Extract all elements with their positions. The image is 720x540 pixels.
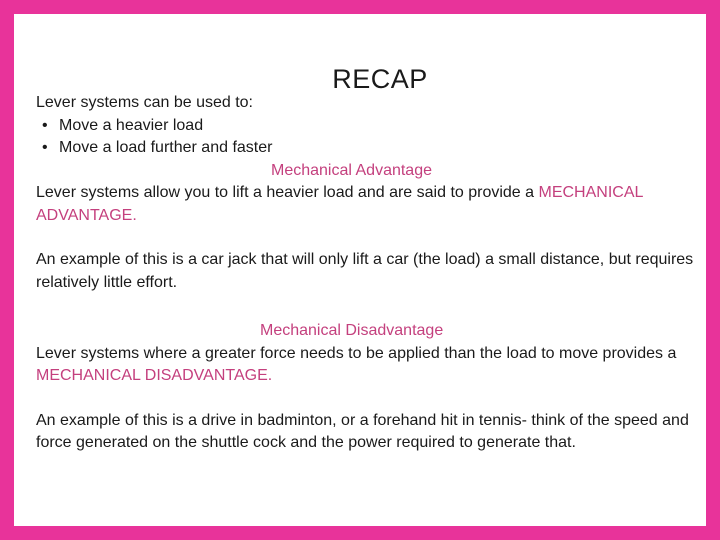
bullet-list <box>36 115 696 160</box>
slide <box>14 14 706 526</box>
disadvantage-heading: Mechanical Disadvantage <box>260 322 444 339</box>
intro-text: Lever systems can be used to: <box>36 94 253 111</box>
bullet-icon: • <box>42 139 48 156</box>
advantage-text: Lever systems allow you to lift a heavier load and are said to provide a <box>36 184 539 201</box>
bullet-icon: • <box>42 116 48 134</box>
advantage-example: An example of this is a car jack that will only lift a car (the load) a small distance, but requires relatively little effort. <box>36 251 694 291</box>
slide-title: RECAP <box>332 64 428 94</box>
slide-body <box>36 92 696 455</box>
bullet-text: Move a load further and faster <box>59 139 273 156</box>
disadvantage-example: An example of this is a drive in badminton, or a forehand hit in tennis- think of the speed and force generated on the shuttle cock and the power required to generate that. <box>36 411 689 451</box>
advantage-heading: Mechanical Advantage <box>271 161 432 179</box>
spacer <box>36 294 696 320</box>
bullet-item <box>36 115 696 138</box>
bullet-item <box>36 137 696 160</box>
bullet-text: Move a heavier load <box>59 116 204 134</box>
disadvantage-highlight: MECHANICAL DISADVANTAGE. <box>36 367 273 384</box>
advantage-highlight: MECHANICAL ADVANTAGE. <box>36 184 643 224</box>
disadvantage-paragraph <box>36 343 696 388</box>
spacer <box>36 227 696 249</box>
spacer <box>36 388 696 410</box>
disadvantage-text: Lever systems where a greater force needs to be applied than the load to move provides a <box>36 344 677 362</box>
advantage-paragraph <box>36 182 696 227</box>
